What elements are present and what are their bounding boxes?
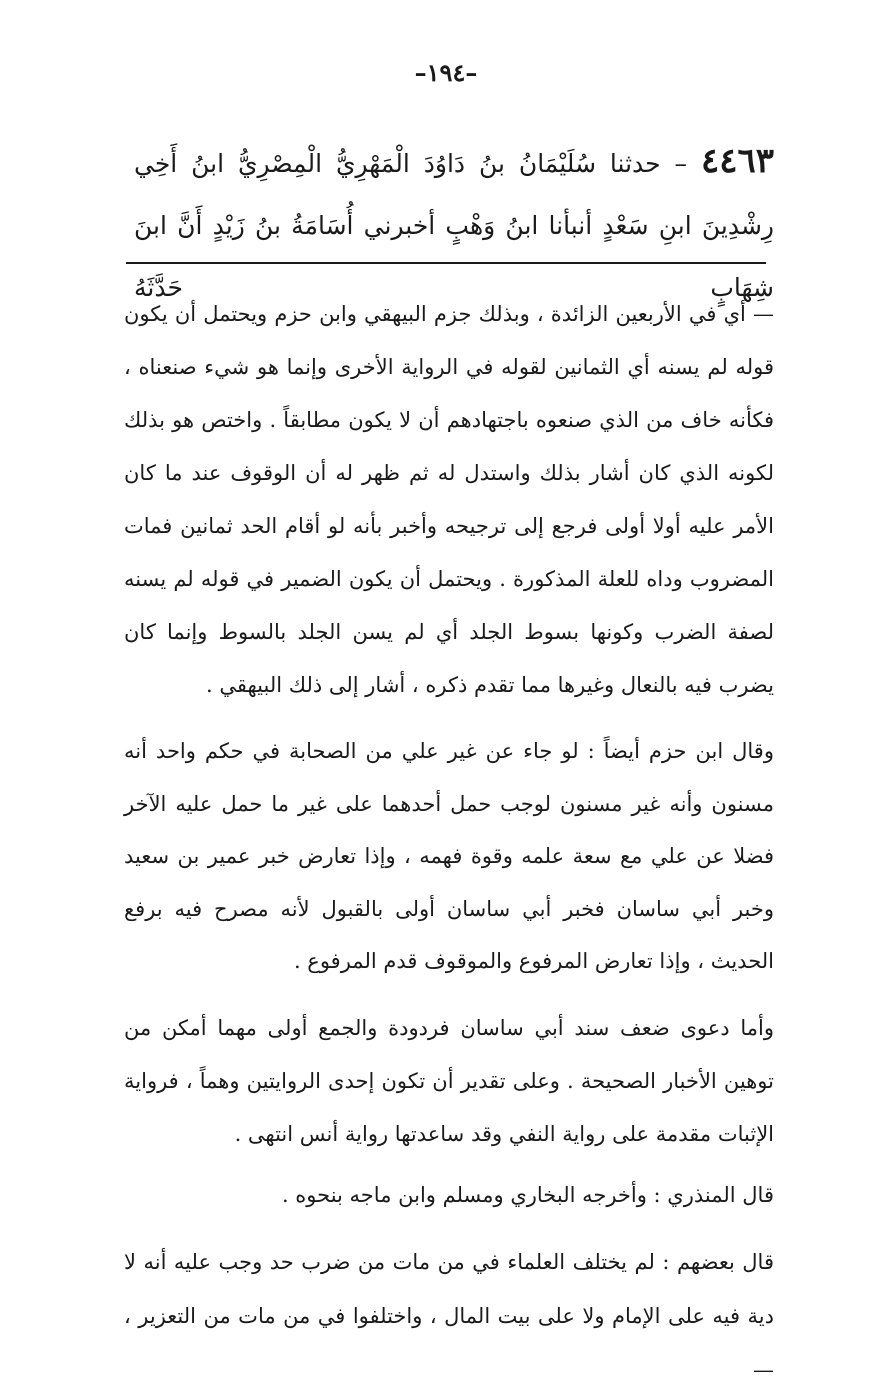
commentary-paragraph: — أي في الأربعين الزائدة ، وبذلك جزم البيهقي وابن حزم ويحتمل أن يكون قوله لم يسنه أي الثمانين لقوله في الرواية الأخرى وإنما هو شيء صنعناه ، فكأنه خاف من الذي صنعوه باجتهادهم أن لا يكون مطابقاً . واختص هو بذلك لكونه الذي كان أشار بذلك واستدل له ثم ظهر له أن الوقوف عند ما كان الأمر عليه أولا أولى فرجع إلى ترجيحه وأخبر بأنه لو أقام الحد ثمانين فمات المضروب وداه للعلة المذكورة . ويحتمل أن يكون الضمير في قوله لم يسنه لصفة الضرب وكونها بسوط الجلد أي لم يسن الجلد بالسوط وإنما كان يضرب فيه بالنعال وغيرها مما تقدم ذكره ، أشار إلى ذلك البيهقي . <box>124 302 774 697</box>
commentary-section <box>124 288 774 1397</box>
commentary-paragraph: وقال ابن حزم أيضاً : لو جاء عن غير علي من الصحابة في حكم واحد أنه مسنون وأنه غير مسنون لوجب حمل أحدهما على غير ما حمل عليه الآخر فضلا عن علي مع سعة علمه وقوة فهمه ، وإذا تعارض خبر عمير بن سعيد وخبر أبي ساسان فخبر أبي ساسان أولى بالقبول لأنه مصرح فيه برفع الحديث ، وإذا تعارض المرفوع والموقوف قدم المرفوع . <box>124 739 774 973</box>
commentary-paragraph: قال المنذري : وأخرجه البخاري ومسلم وابن ماجه بنحوه . <box>281 1182 774 1207</box>
section-divider <box>126 262 766 264</box>
hadith-number: ٤٤٦٣ <box>700 141 774 181</box>
commentary-paragraph: وأما دعوى ضعف سند أبي ساسان فردودة والجمع أولى مهما أمكن من توهين الأخبار الصحيحة . وعلى تقدير أن تكون إحدى الروايتين وهماً ، فرواية الإثبات مقدمة على رواية النفي وقد ساعدتها رواية أنس انتهى . <box>124 1015 774 1146</box>
commentary-paragraph: قال بعضهم : لم يختلف العلماء في من مات من ضرب حد وجب عليه أنه لا دية فيه على الإمام ولا على بيت المال ، واختلفوا في من مات من التعزير ، — <box>124 1249 774 1382</box>
hadith-text: – حدثنا سُلَيْمَانُ بنُ دَاوُدَ الْمَهْرِيُّ الْمِصْرِيُّ ابنُ أَخِي رِشْدِينَ ابنِ سَعْدٍ أنبأنا ابنُ وَهْبٍ أخبرني أُسَامَةُ بنُ زَيْدٍ أَنَّ ابنَ شِهَابٍ حَدَّثَهُ <box>134 149 774 302</box>
page-number: –١٩٤– <box>414 58 478 87</box>
